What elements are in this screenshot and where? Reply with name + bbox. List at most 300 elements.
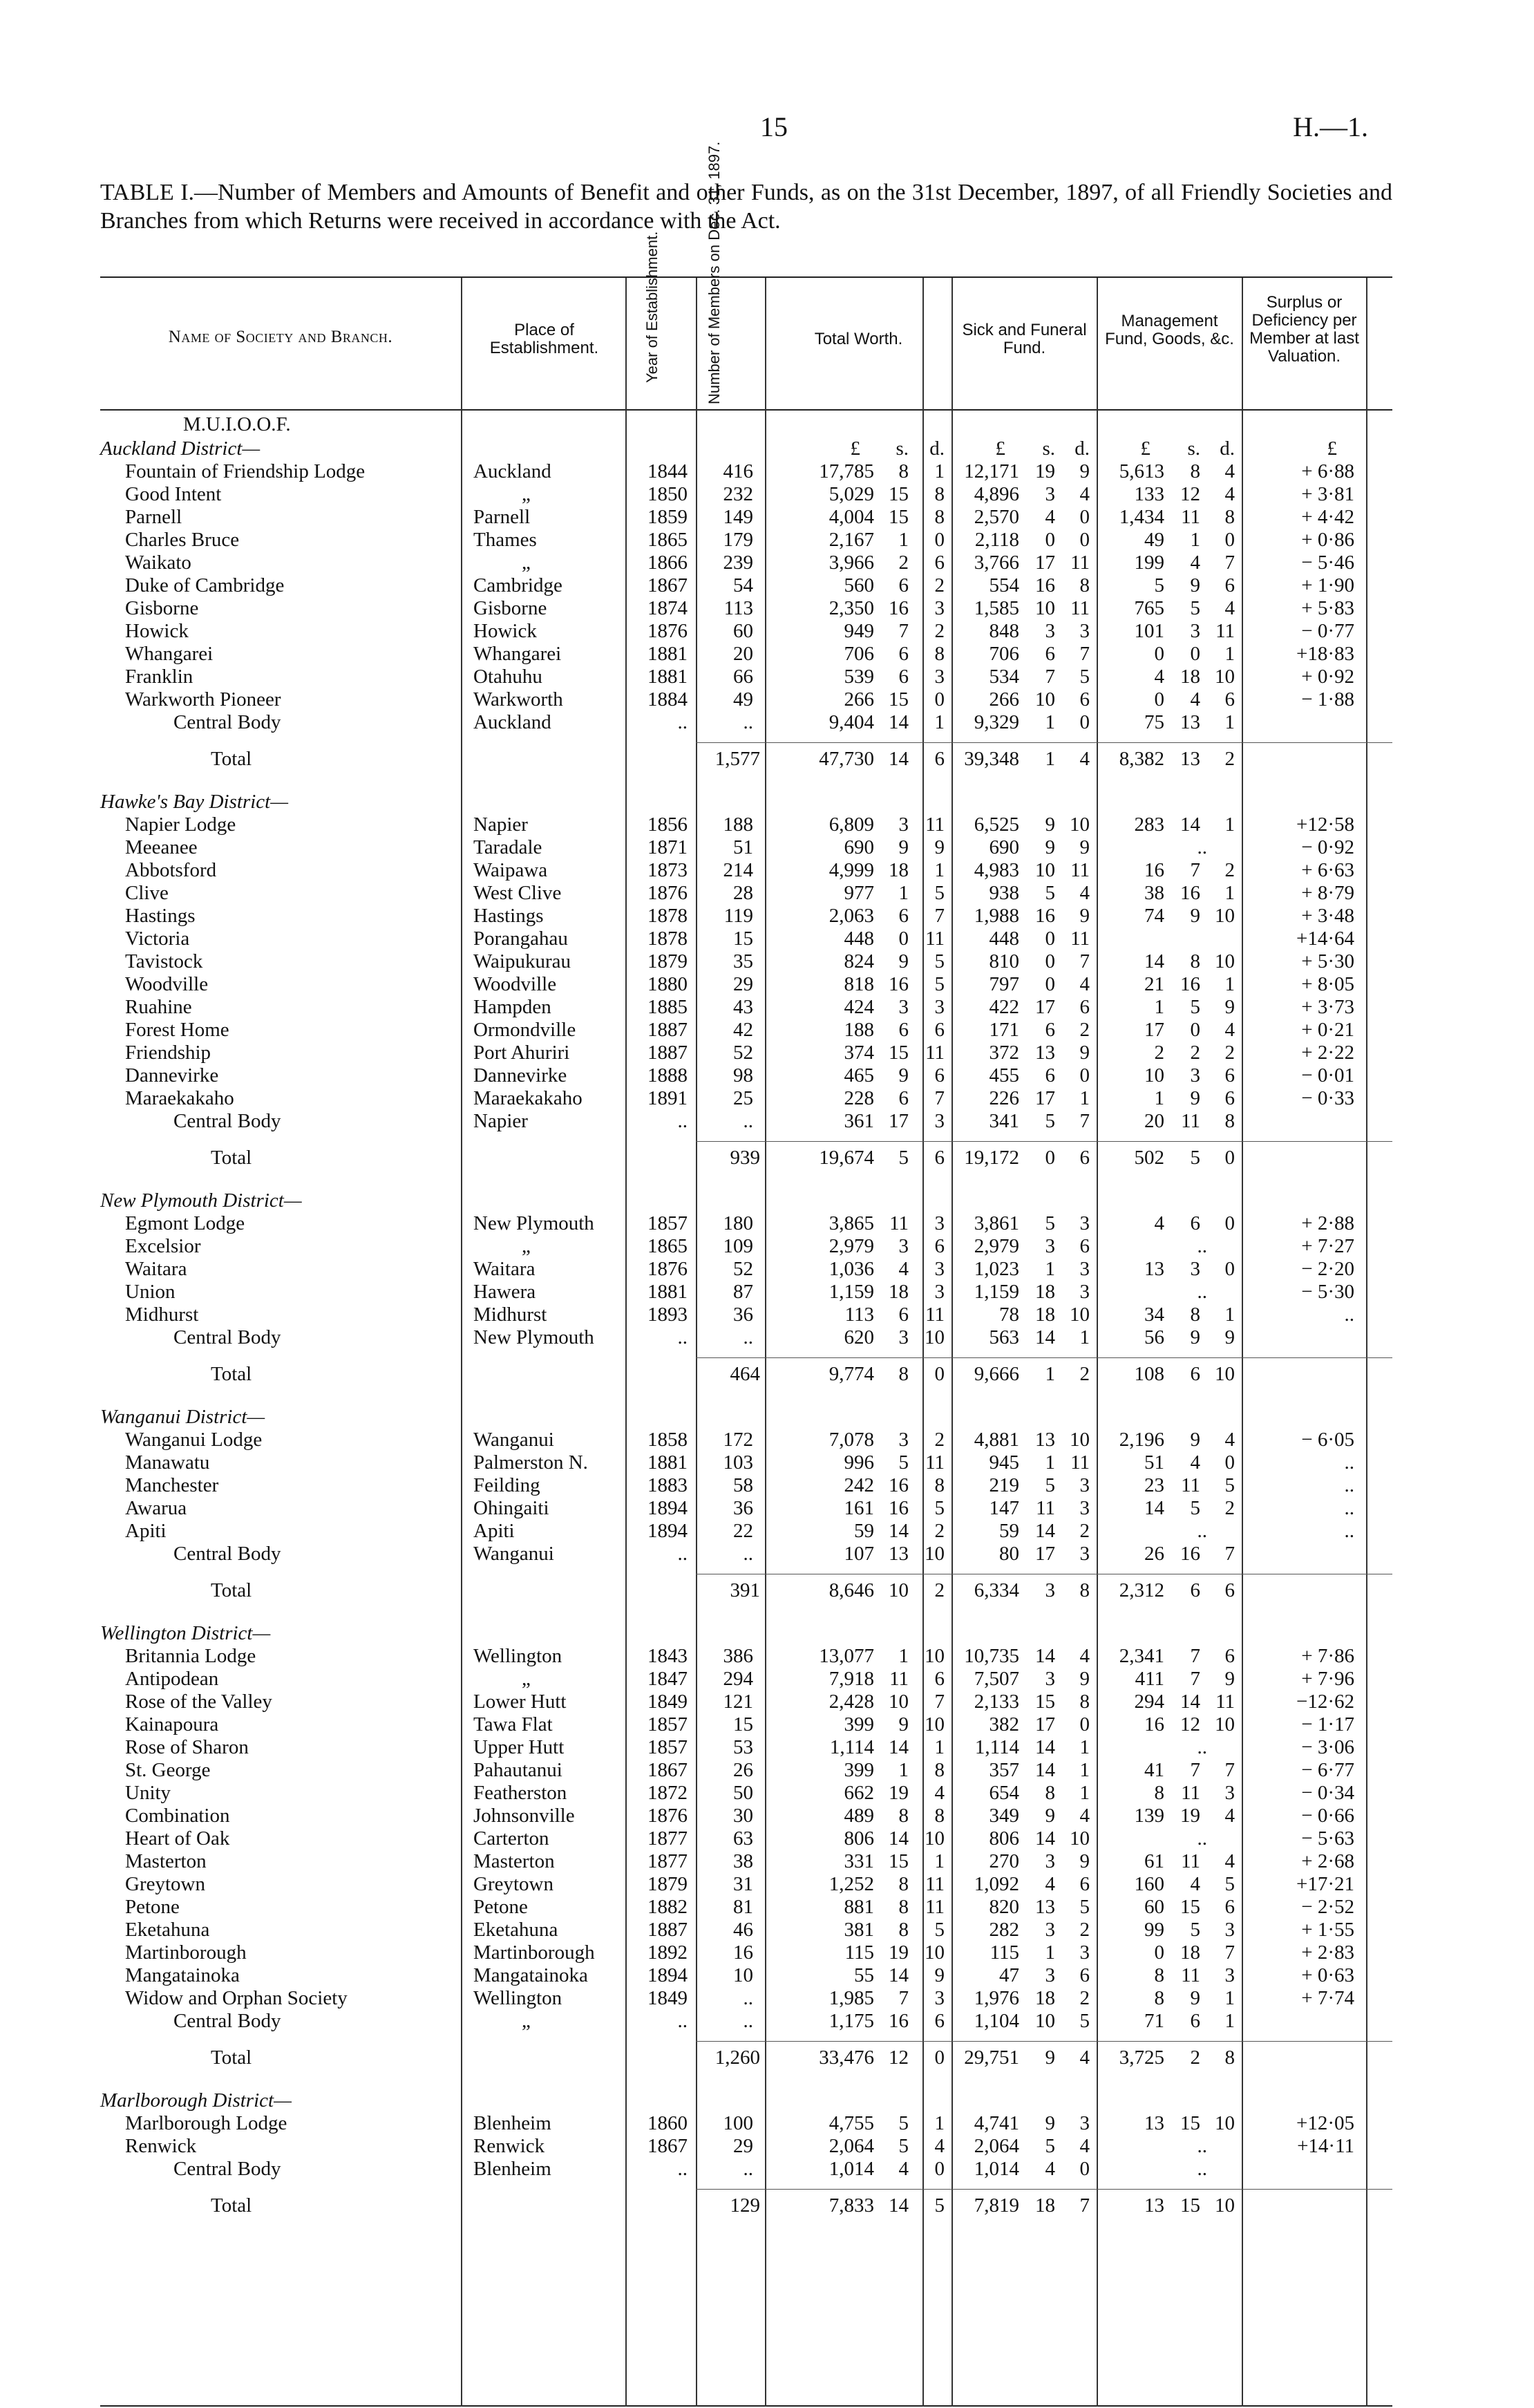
sick-pence: 1 [1079, 1759, 1090, 1781]
sick-shillings: 14 [1035, 1736, 1055, 1758]
members-value: .. [743, 2010, 753, 2032]
sick-shillings: 4 [1045, 2158, 1055, 2180]
tw-pence: 3 [934, 1110, 945, 1132]
place-name: Taradale [473, 836, 542, 858]
surplus-value: + 7·27 [1301, 1235, 1354, 1257]
tw-shillings: 6 [898, 1087, 909, 1109]
place-name: Parnell [473, 506, 531, 528]
table-row [100, 711, 1392, 734]
year-value: 1874 [647, 597, 688, 619]
man-pounds: 34 [1144, 1304, 1164, 1326]
sick-shillings: 3 [1045, 483, 1055, 505]
man-shillings: 3 [1190, 1064, 1200, 1087]
sick-pounds: 2,979 [974, 1235, 1019, 1257]
place-name: Howick [473, 620, 537, 642]
sick-pounds: 534 [989, 666, 1019, 688]
man-pounds: 14 [1144, 1497, 1164, 1519]
sick-shillings: 9 [1045, 2112, 1055, 2134]
branch-name: Maraekakaho [125, 1087, 234, 1109]
sick-pounds: 448 [989, 928, 1019, 950]
man-shillings: 5 [1190, 1147, 1200, 1169]
man-value: .. [1197, 836, 1207, 858]
tw-pence: 10 [925, 1713, 945, 1736]
man-shillings: 11 [1181, 1964, 1200, 1986]
tw-pounds: 4,999 [828, 859, 874, 881]
man-shillings: 7 [1190, 1668, 1200, 1690]
sick-pounds: 554 [989, 574, 1019, 596]
members-value: .. [743, 1543, 753, 1565]
table-row [100, 666, 1392, 688]
tw-pounds: 2,167 [828, 529, 874, 551]
branch-name: Napier Lodge [125, 813, 236, 836]
tw-shillings: 14 [889, 748, 909, 770]
sick-pence: 10 [1070, 1429, 1090, 1451]
sick-pence: 8 [1079, 574, 1090, 596]
branch-name: Woodville [125, 973, 209, 995]
sick-pounds: 654 [989, 1782, 1019, 1804]
branch-name: Heart of Oak [125, 1827, 230, 1850]
man-pounds: 26 [1144, 1543, 1164, 1565]
surplus-value: + 2·83 [1301, 1941, 1354, 1964]
sick-pence: 3 [1079, 1258, 1090, 1280]
table-row [100, 2112, 1392, 2135]
sick-pence: 5 [1079, 1896, 1090, 1918]
man-pence: 6 [1224, 1645, 1235, 1667]
members-value: 43 [733, 996, 753, 1018]
man-pence: 6 [1224, 1087, 1235, 1109]
tw-shillings: 0 [898, 928, 909, 950]
man-value: .. [1197, 2158, 1207, 2180]
man-pounds: 75 [1144, 711, 1164, 733]
man-pounds: 2,196 [1119, 1429, 1164, 1451]
tw-pounds: 489 [844, 1805, 874, 1827]
members-value: 28 [733, 882, 753, 904]
table-row [100, 1896, 1392, 1919]
tw-shillings: 16 [889, 2010, 909, 2032]
surplus-value: +12·05 [1296, 2112, 1354, 2134]
tw-unit-2: d. [929, 438, 945, 460]
year-value: 1891 [647, 1087, 688, 1109]
tw-shillings: 5 [898, 2135, 909, 2157]
man-shillings: 9 [1190, 905, 1200, 927]
surplus-value: .. [1344, 1474, 1354, 1496]
total-label: Total [211, 1147, 252, 1169]
sick-pence: 3 [1079, 1281, 1090, 1303]
tw-pounds: 818 [844, 973, 874, 995]
sick-shillings: 5 [1045, 1474, 1055, 1496]
tw-pence: 2 [934, 1579, 945, 1601]
table-row [100, 1304, 1392, 1326]
man-value: .. [1197, 1736, 1207, 1758]
tw-pounds: 1,114 [829, 1736, 874, 1758]
tw-pounds: 881 [844, 1896, 874, 1918]
year-value: .. [677, 2010, 688, 2032]
table-row [100, 460, 1392, 483]
year-value: .. [677, 1110, 688, 1132]
sick-shillings: 19 [1035, 460, 1055, 482]
surplus-value: − 6·05 [1301, 1429, 1354, 1451]
year-value: .. [677, 2158, 688, 2180]
sick-shillings: 5 [1045, 2135, 1055, 2157]
place-name: Featherston [473, 1782, 567, 1804]
man-pounds: 5,613 [1119, 460, 1164, 482]
members-value: 26 [733, 1759, 753, 1781]
man-pounds: 411 [1135, 1668, 1164, 1690]
tw-pence: 10 [925, 1543, 945, 1565]
man-pounds: 4 [1154, 1212, 1164, 1234]
tw-pence: 11 [925, 1896, 945, 1918]
branch-name: Howick [125, 620, 189, 642]
surplus-value: − 0·92 [1301, 836, 1354, 858]
man-pence: 9 [1224, 1326, 1235, 1348]
surplus-value: − 2·20 [1301, 1258, 1354, 1280]
tw-pounds: 381 [844, 1919, 874, 1941]
surplus-value: − 0·77 [1301, 620, 1354, 642]
year-value: 1858 [647, 1429, 688, 1451]
tw-shillings: 14 [889, 1827, 909, 1850]
total-members: 1,577 [714, 748, 760, 770]
sick-pence: 11 [1070, 928, 1090, 950]
members-value: 100 [723, 2112, 753, 2134]
tw-pence: 9 [934, 836, 945, 858]
sick-shillings: 1 [1045, 1451, 1055, 1474]
tw-shillings: 10 [889, 1579, 909, 1601]
tw-pence: 4 [934, 1782, 945, 1804]
tw-pounds: 9,404 [828, 711, 874, 733]
tw-pounds: 6,809 [828, 813, 874, 836]
tw-pence: 3 [934, 1987, 945, 2009]
total-rule [696, 1141, 1392, 1142]
tw-pence: 3 [934, 1258, 945, 1280]
tw-pence: 3 [934, 996, 945, 1018]
members-value: 20 [733, 643, 753, 665]
man-pence: 3 [1224, 1919, 1235, 1941]
tw-pence: 7 [934, 1691, 945, 1713]
man-pounds: 0 [1154, 688, 1164, 711]
man-shillings: 12 [1180, 483, 1200, 505]
district-name: Auckland District— [100, 438, 261, 460]
tw-pence: 1 [934, 460, 945, 482]
sick-pence: 3 [1079, 1543, 1090, 1565]
man-pence: 5 [1224, 1474, 1235, 1496]
place-name: Hastings [473, 905, 544, 927]
table-row [100, 506, 1392, 529]
tw-pounds: 242 [844, 1474, 874, 1496]
district-heading [100, 1406, 1392, 1429]
year-value: 1881 [647, 1281, 688, 1303]
sick-pounds: 2,118 [974, 529, 1019, 551]
tw-pence: 5 [934, 950, 945, 972]
year-value: 1857 [647, 1713, 688, 1736]
tw-pence: 0 [934, 2158, 945, 2180]
man-shillings: 8 [1190, 950, 1200, 972]
surplus-value: .. [1344, 1497, 1354, 1519]
man-shillings: 8 [1190, 1304, 1200, 1326]
sick-shillings: 9 [1045, 1805, 1055, 1827]
year-value: 1849 [647, 1987, 688, 2009]
man-shillings: 11 [1181, 1110, 1200, 1132]
table-row [100, 1258, 1392, 1281]
table-row [100, 1429, 1392, 1451]
table-row [100, 996, 1392, 1019]
tw-pence: 2 [934, 620, 945, 642]
place-name: Whangarei [473, 643, 562, 665]
sick-pence: 5 [1079, 666, 1090, 688]
man-pence: 10 [1215, 666, 1235, 688]
man-pence: 9 [1224, 1668, 1235, 1690]
tw-pence: 6 [934, 1019, 945, 1041]
place-name: Tawa Flat [473, 1713, 553, 1736]
tw-shillings: 15 [889, 506, 909, 528]
members-value: 25 [733, 1087, 753, 1109]
district-heading [100, 1622, 1392, 1645]
man-pounds: 2 [1154, 1042, 1164, 1064]
tw-pounds: 55 [854, 1964, 874, 1986]
tw-shillings: 8 [898, 1363, 909, 1385]
tw-shillings: 18 [889, 1281, 909, 1303]
tw-pence: 3 [934, 1212, 945, 1234]
man-value: .. [1197, 1281, 1207, 1303]
surplus-value: − 6·77 [1301, 1759, 1354, 1781]
tw-pence: 3 [934, 597, 945, 619]
members-value: 119 [723, 905, 753, 927]
sick-pence: 3 [1079, 620, 1090, 642]
members-value: .. [743, 1110, 753, 1132]
tw-shillings: 6 [898, 643, 909, 665]
man-shillings: 18 [1180, 1941, 1200, 1964]
year-value: 1880 [647, 973, 688, 995]
tw-shillings: 12 [889, 2047, 909, 2069]
members-value: 60 [733, 620, 753, 642]
tw-shillings: 16 [889, 1497, 909, 1519]
place-name: Waitara [473, 1258, 536, 1280]
tw-pence: 5 [934, 882, 945, 904]
sick-pounds: 9,329 [974, 711, 1019, 733]
man-pence: 10 [1215, 2194, 1235, 2217]
sick-pounds: 2,133 [974, 1691, 1019, 1713]
man-shillings: 9 [1190, 1087, 1200, 1109]
year-value: 1887 [647, 1919, 688, 1941]
place-name: Wanganui [473, 1429, 554, 1451]
members-value: 15 [733, 1713, 753, 1736]
branch-name: Martinborough [125, 1941, 247, 1964]
place-name: Lower Hutt [473, 1691, 567, 1713]
place-name: „ [522, 552, 531, 574]
tw-shillings: 14 [889, 711, 909, 733]
man-pounds: 13 [1144, 2112, 1164, 2134]
sick-pence: 6 [1079, 1147, 1090, 1169]
man-unit-2: d. [1220, 438, 1235, 460]
man-pence: 9 [1224, 996, 1235, 1018]
year-value: 1867 [647, 2135, 688, 2157]
tw-pounds: 806 [844, 1827, 874, 1850]
tw-shillings: 8 [898, 1896, 909, 1918]
total-members: 464 [730, 1363, 760, 1385]
total-members: 129 [730, 2194, 760, 2217]
tw-pence: 6 [934, 1668, 945, 1690]
man-pence: 1 [1224, 1304, 1235, 1326]
sick-shillings: 1 [1045, 1258, 1055, 1280]
man-pounds: 8 [1154, 1964, 1164, 1986]
tw-shillings: 6 [898, 905, 909, 927]
man-pence: 4 [1224, 460, 1235, 482]
tw-pounds: 107 [844, 1543, 874, 1565]
year-value: 1873 [647, 859, 688, 881]
branch-name: Dannevirke [125, 1064, 219, 1087]
tw-pence: 11 [925, 1042, 945, 1064]
man-shillings: 0 [1190, 643, 1200, 665]
man-pence: 0 [1224, 1212, 1235, 1234]
col-header-surplus: Surplus or Deficiency per Member at last Valuation. [1249, 293, 1359, 366]
tw-pounds: 9,774 [828, 1363, 874, 1385]
man-pounds: 13 [1144, 1258, 1164, 1280]
place-name: Wellington [473, 1645, 562, 1667]
total-label: Total [211, 2194, 252, 2217]
man-pence: 7 [1224, 1543, 1235, 1565]
man-shillings: 15 [1180, 2194, 1200, 2217]
tw-pounds: 539 [844, 666, 874, 688]
year-value: 1882 [647, 1896, 688, 1918]
man-shillings: 0 [1190, 1019, 1200, 1041]
man-pence: 8 [1224, 2047, 1235, 2069]
man-pence: 1 [1224, 643, 1235, 665]
tw-shillings: 5 [898, 2112, 909, 2134]
tw-pounds: 3,966 [828, 552, 874, 574]
members-value: 121 [723, 1691, 753, 1713]
place-name: Upper Hutt [473, 1736, 565, 1758]
tw-shillings: 9 [898, 950, 909, 972]
tw-shillings: 1 [898, 1759, 909, 1781]
members-value: 36 [733, 1304, 753, 1326]
tw-pounds: 7,918 [828, 1668, 874, 1690]
members-value: 113 [723, 597, 753, 619]
tw-shillings: 6 [898, 574, 909, 596]
tw-pence: 7 [934, 905, 945, 927]
tw-pounds: 706 [844, 643, 874, 665]
tw-shillings: 1 [898, 882, 909, 904]
table-row [100, 1736, 1392, 1759]
sick-shillings: 0 [1045, 928, 1055, 950]
man-pence: 4 [1224, 1019, 1235, 1041]
tw-shillings: 1 [898, 529, 909, 551]
man-shillings: 13 [1180, 711, 1200, 733]
sick-pence: 11 [1070, 859, 1090, 881]
place-name: Petone [473, 1896, 528, 1918]
man-pounds: 8 [1154, 1987, 1164, 2009]
sick-shillings: 0 [1045, 1147, 1055, 1169]
branch-name: Greytown [125, 1873, 205, 1895]
branch-name: Manchester [125, 1474, 219, 1496]
surplus-value: + 2·22 [1301, 1042, 1354, 1064]
branch-name: Duke of Cambridge [125, 574, 285, 596]
man-shillings: 7 [1190, 859, 1200, 881]
surplus-value: − 5·30 [1301, 1281, 1354, 1303]
tw-shillings: 17 [889, 1110, 909, 1132]
tw-pence: 8 [934, 506, 945, 528]
tw-pence: 0 [934, 1363, 945, 1385]
table-row [100, 813, 1392, 836]
tw-pounds: 399 [844, 1713, 874, 1736]
surplus-value: + 6·63 [1301, 859, 1354, 881]
tw-shillings: 7 [898, 620, 909, 642]
sick-shillings: 14 [1035, 1759, 1055, 1781]
tw-pence: 1 [934, 711, 945, 733]
branch-name: St. George [125, 1759, 211, 1781]
table-row [100, 1087, 1392, 1110]
sick-shillings: 0 [1045, 973, 1055, 995]
year-value: 1857 [647, 1212, 688, 1234]
sick-pence: 5 [1079, 2010, 1090, 2032]
man-pence: 10 [1215, 1363, 1235, 1385]
man-pence: 7 [1224, 552, 1235, 574]
sick-shillings: 10 [1035, 2010, 1055, 2032]
sick-pounds: 806 [989, 1827, 1019, 1850]
sick-pounds: 282 [989, 1919, 1019, 1941]
sick-pounds: 29,751 [964, 2047, 1019, 2069]
man-shillings: 11 [1181, 1782, 1200, 1804]
tw-pence: 9 [934, 1964, 945, 1986]
tw-pence: 11 [925, 1304, 945, 1326]
sick-pounds: 690 [989, 836, 1019, 858]
sick-shillings: 3 [1045, 1579, 1055, 1601]
sick-pence: 6 [1079, 996, 1090, 1018]
man-pence: 0 [1224, 1451, 1235, 1474]
place-name: Thames [473, 529, 537, 551]
place-name: Ohingaiti [473, 1497, 549, 1519]
sick-pounds: 266 [989, 688, 1019, 711]
tw-shillings: 9 [898, 1064, 909, 1087]
year-value: 1879 [647, 1873, 688, 1895]
members-value: 63 [733, 1827, 753, 1850]
tw-pence: 6 [934, 1064, 945, 1087]
tw-pence: 6 [934, 552, 945, 574]
district-heading [100, 791, 1392, 813]
tw-pounds: 996 [844, 1451, 874, 1474]
tw-shillings: 6 [898, 666, 909, 688]
tw-shillings: 14 [889, 1964, 909, 1986]
year-value: 1865 [647, 1235, 688, 1257]
tw-pence: 5 [934, 2194, 945, 2217]
members-value: 386 [723, 1645, 753, 1667]
table-row [100, 1964, 1392, 1987]
surplus-value: + 0·92 [1301, 666, 1354, 688]
sick-shillings: 3 [1045, 1235, 1055, 1257]
man-value: .. [1197, 1520, 1207, 1542]
surplus-value: + 5·30 [1301, 950, 1354, 972]
table-row [100, 882, 1392, 905]
table-row [100, 2010, 1392, 2033]
year-value: 1885 [647, 996, 688, 1018]
sick-pounds: 6,525 [974, 813, 1019, 836]
sick-pence: 7 [1079, 1110, 1090, 1132]
tw-shillings: 11 [889, 1212, 909, 1234]
sick-shillings: 3 [1045, 620, 1055, 642]
table-row [100, 552, 1392, 574]
man-shillings: 15 [1180, 1896, 1200, 1918]
man-shillings: 9 [1190, 1987, 1200, 2009]
tw-pounds: 1,014 [828, 2158, 874, 2180]
man-pounds: 2,341 [1119, 1645, 1164, 1667]
man-pence: 0 [1224, 1147, 1235, 1169]
sick-pounds: 1,585 [974, 597, 1019, 619]
sick-shillings: 1 [1045, 748, 1055, 770]
table-row [100, 483, 1392, 506]
table-row [100, 2158, 1392, 2181]
sick-shillings: 5 [1045, 1110, 1055, 1132]
year-value: 1887 [647, 1019, 688, 1041]
tw-pence: 4 [934, 2135, 945, 2157]
sick-shillings: 17 [1035, 552, 1055, 574]
